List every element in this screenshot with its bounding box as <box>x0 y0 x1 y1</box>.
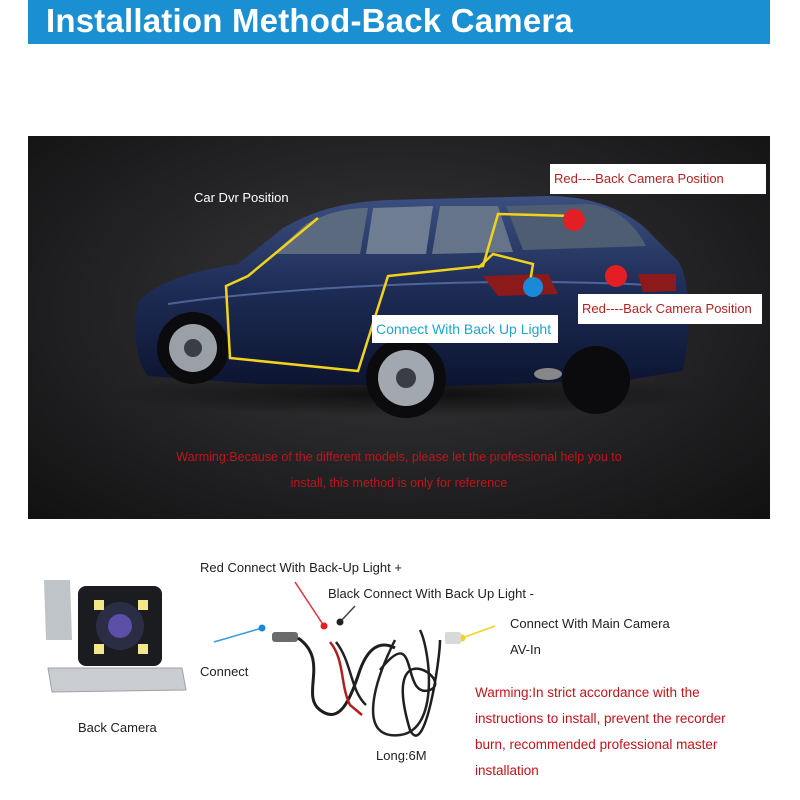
av-in-connector <box>445 632 461 644</box>
backup-light-dot <box>523 277 543 297</box>
black-wire-label: Black Connect With Back Up Light - <box>328 586 534 601</box>
led-icon <box>94 600 104 610</box>
camera-mount-arm <box>44 580 72 640</box>
black-wire-dot <box>337 619 344 626</box>
car-photo <box>28 136 770 519</box>
install-warning-line: burn, recommended professional master <box>475 737 718 752</box>
connect-dot <box>259 625 266 632</box>
car-dvr-label: Car Dvr Position <box>194 190 289 205</box>
install-warning <box>475 680 775 784</box>
header-banner <box>28 0 770 44</box>
back-camera-label: Back Camera <box>78 720 157 735</box>
backup-light-callout: Connect With Back Up Light <box>372 315 558 343</box>
red-wire-label: Red Connect With Back-Up Light + <box>200 560 402 575</box>
page-title: Installation Method-Back Camera <box>46 2 573 39</box>
camera-position-dot-top <box>563 209 585 231</box>
install-warning-line: Warming:In strict accordance with the <box>475 685 700 700</box>
main-camera-label: Connect With Main Camera <box>510 616 670 631</box>
av-in-label: AV-In <box>510 642 541 657</box>
photo-warning-line: install, this method is only for reference <box>290 476 508 490</box>
install-warning-line: instructions to install, prevent the recorder <box>475 711 726 726</box>
red-wire-dot <box>321 623 328 630</box>
wiring-diagram <box>0 530 800 800</box>
back-camera-callout-top: Red----Back Camera Position <box>550 164 766 194</box>
photo-warning <box>28 444 770 496</box>
install-warning-line: installation <box>475 763 539 778</box>
camera-bracket <box>48 668 186 692</box>
camera-position-dot-rear <box>605 265 627 287</box>
connect-label: Connect <box>200 664 249 679</box>
cable-length-label: Long:6M <box>376 748 427 763</box>
camera-connector <box>272 632 298 642</box>
photo-warning-line: Warming:Because of the different models, please let the professional help you to <box>176 450 622 464</box>
back-camera-callout-right: Red----Back Camera Position <box>578 294 762 324</box>
